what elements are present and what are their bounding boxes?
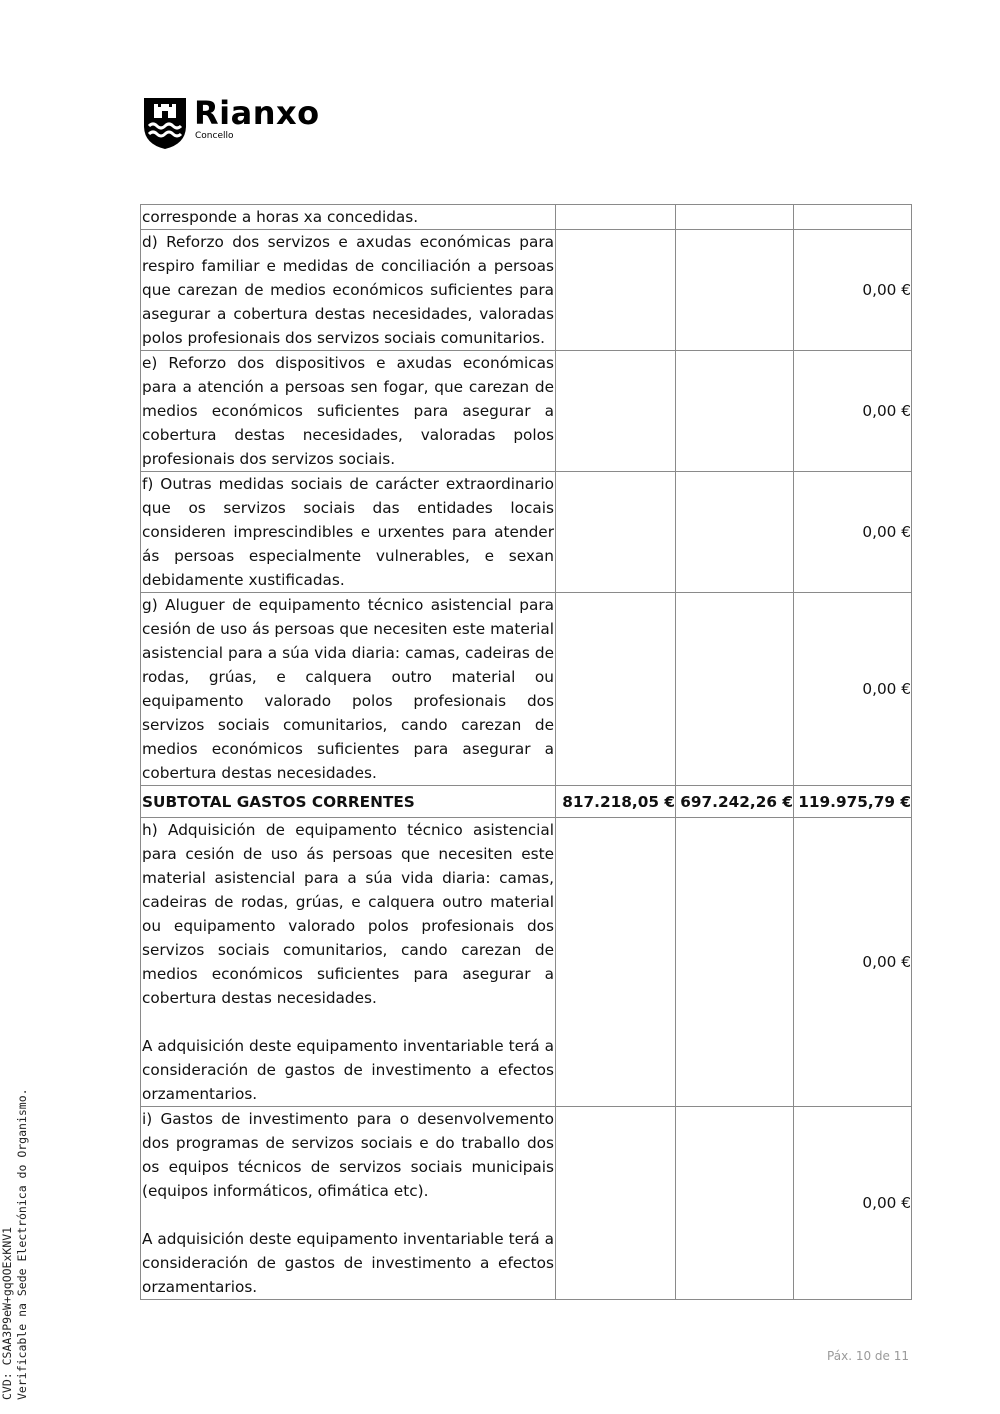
subtotal-subsidy: 697.242,26 € <box>676 786 794 818</box>
subtotal-total: 817.218,05 € <box>556 786 676 818</box>
row-description-text: h) Adquisición de equipamento técnico asistencial para cesión de uso ás persoas que necesiten este material asistencial para a súa vida diaria: camas, cadeiras de rodas, grúas, e calquera outro material ou equipamento valorado polos profesionais dos servizos sociais comunitarios, cando carezan de medios económicos suficientes para asegurar a cobertura destas necesidades. <box>142 821 554 1007</box>
cell-amount <box>794 205 912 230</box>
cell-total <box>556 1107 676 1300</box>
cell-amount: 0,00 € <box>794 593 912 786</box>
table-row <box>141 230 912 351</box>
table-row <box>141 472 912 593</box>
row-description-text: i) Gastos de investimento para o desenvolvemento dos programas de servizos sociais e do traballo dos os equipos técnicos de servizos sociais municipais (equipos informáticos, ofimática etc). <box>142 1110 554 1200</box>
subtotal-label: SUBTOTAL GASTOS CORRENTES <box>141 786 556 818</box>
row-description <box>141 1107 556 1300</box>
cell-subsidy <box>676 351 794 472</box>
castle-shield-icon <box>142 96 188 150</box>
row-description: e) Reforzo dos dispositivos e axudas económicas para a atención a persoas sen fogar, que carezan de medios económicos suficientes para asegurar a cobertura destas necesidades, valoradas polos profesionais dos servizos sociais. <box>141 351 556 472</box>
page-number: Páx. 10 de 11 <box>827 1349 909 1363</box>
cell-total <box>556 351 676 472</box>
budget-table <box>140 204 912 1300</box>
cell-subsidy <box>676 472 794 593</box>
row-description-note: A adquisición deste equipamento inventariable terá a consideración de gastos de investimento a efectos orzamentarios. <box>142 1230 554 1296</box>
cell-amount: 0,00 € <box>794 818 912 1107</box>
table-row <box>141 1107 912 1300</box>
cell-amount: 0,00 € <box>794 472 912 593</box>
table-row <box>141 818 912 1107</box>
logo-name: Rianxo <box>194 94 320 132</box>
table-row <box>141 351 912 472</box>
cell-subsidy <box>676 230 794 351</box>
cell-total <box>556 205 676 230</box>
cell-total <box>556 593 676 786</box>
cell-total <box>556 230 676 351</box>
cell-amount: 0,00 € <box>794 1107 912 1300</box>
cell-subsidy <box>676 1107 794 1300</box>
row-description: g) Aluguer de equipamento técnico asistencial para cesión de uso ás persoas que necesiten este material asistencial para a súa vida diaria: camas, cadeiras de rodas, grúas, e calquera outro material ou equipamento valorado polos profesionais dos servizos sociais comunitarios, cando carezan de medios económicos suficientes para asegurar a cobertura destas necesidades. <box>141 593 556 786</box>
cell-amount: 0,00 € <box>794 230 912 351</box>
cell-subsidy <box>676 593 794 786</box>
logo-subtitle: Concello <box>195 131 234 141</box>
cell-subsidy <box>676 818 794 1107</box>
subtotal-row <box>141 786 912 818</box>
cell-total <box>556 472 676 593</box>
cell-subsidy <box>676 205 794 230</box>
row-description: f) Outras medidas sociais de carácter extraordinario que os servizos sociais das entidades locais consideren imprescindibles e urxentes para atender ás persoas especialmente vulnerables, e sexan debidamente xustificadas. <box>141 472 556 593</box>
cell-amount: 0,00 € <box>794 351 912 472</box>
verification-note <box>0 1088 30 1400</box>
verification-text: Verificable na Sede Electrónica do Organismo. <box>15 1088 29 1400</box>
verification-code: CVD: CSAA3P9eW+gqOOExKNV1 <box>0 1226 14 1400</box>
rianxo-logo <box>142 96 352 152</box>
row-description: corresponde a horas xa concedidas. <box>141 205 556 230</box>
row-description <box>141 818 556 1107</box>
row-description-note: A adquisición deste equipamento inventariable terá a consideración de gastos de investimento a efectos orzamentarios. <box>142 1037 554 1103</box>
cell-total <box>556 818 676 1107</box>
subtotal-amount: 119.975,79 € <box>794 786 912 818</box>
row-description: d) Reforzo dos servizos e axudas económicas para respiro familiar e medidas de conciliación a persoas que carezan de medios económicos suficientes para asegurar a cobertura destas necesidades, valoradas polos profesionais dos servizos sociais comunitarios. <box>141 230 556 351</box>
table-row <box>141 593 912 786</box>
table-row <box>141 205 912 230</box>
